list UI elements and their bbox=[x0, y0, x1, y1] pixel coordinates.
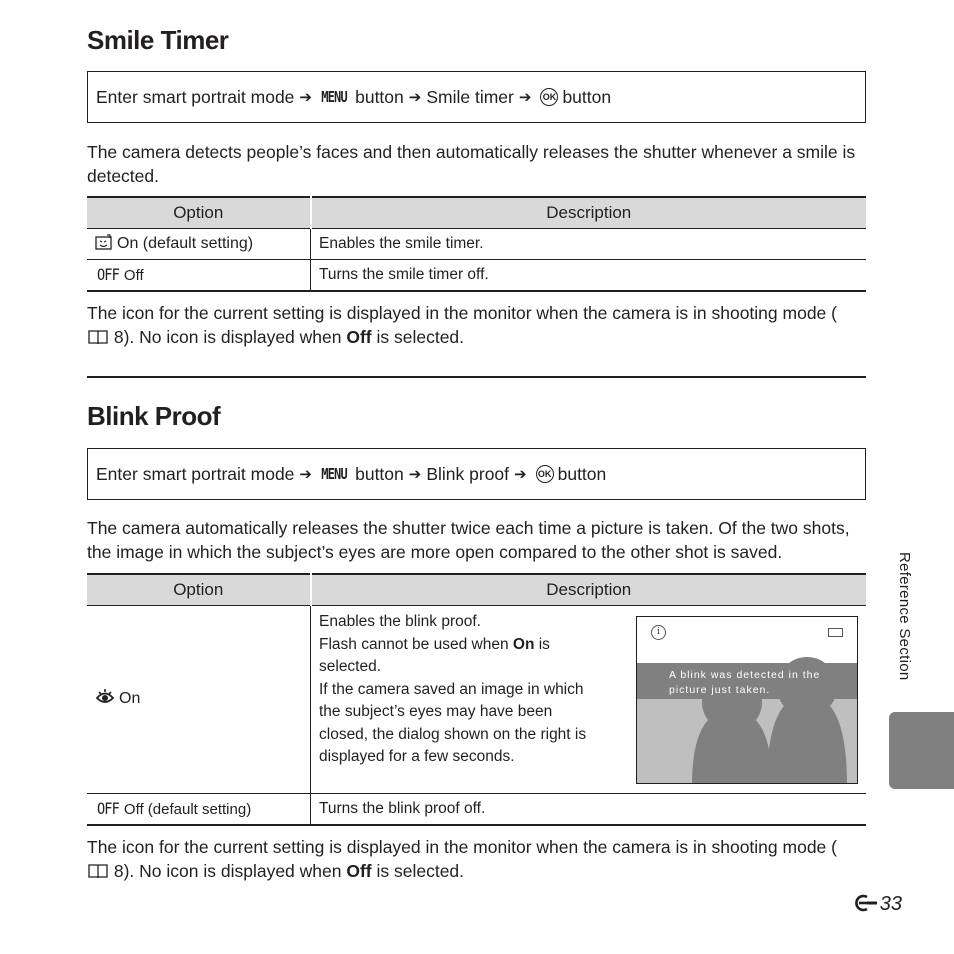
option-cell bbox=[87, 794, 311, 825]
info-icon: i bbox=[651, 625, 666, 640]
menu-path-item: Blink proof bbox=[426, 463, 510, 484]
menu-path-button-label: button bbox=[355, 463, 404, 484]
description-cell bbox=[311, 606, 867, 794]
blink-message: A blink was detected in the picture just taken. bbox=[669, 669, 821, 696]
intro-paragraph: The camera detects people’s faces and then automatically releases the shutter whenever a smile is detected. bbox=[87, 142, 856, 186]
blink-proof-icon bbox=[95, 688, 115, 711]
off-icon: OFF bbox=[96, 798, 119, 818]
people-silhouette bbox=[637, 617, 858, 784]
column-header-description: Description bbox=[311, 574, 867, 606]
arrow-right-icon: ➔ bbox=[299, 466, 312, 483]
arrow-right-icon: ➔ bbox=[514, 466, 527, 483]
table-row bbox=[87, 229, 866, 260]
menu-path-box bbox=[87, 71, 866, 123]
note-text: is selected. bbox=[371, 861, 465, 881]
description-cell: Enables the smile timer. bbox=[311, 229, 867, 260]
menu-path-item: Smile timer bbox=[426, 86, 514, 107]
menu-path-prefix: Enter smart portrait mode bbox=[96, 86, 295, 107]
icon-note-paragraph bbox=[87, 835, 857, 886]
desc-line: If the camera saved an image in which the subject’s eyes may have been closed, the dialog shown on the right is displayed for a few seconds. bbox=[319, 680, 587, 765]
page-number-value: 33 bbox=[879, 893, 902, 915]
option-cell bbox=[87, 260, 311, 291]
menu-path-button-label: button bbox=[562, 86, 612, 107]
smile-timer-icon bbox=[95, 234, 113, 255]
icon-note-paragraph bbox=[87, 301, 857, 352]
column-header-option: Option bbox=[87, 574, 311, 606]
note-bold: Off bbox=[346, 861, 372, 881]
menu-path-box bbox=[87, 448, 866, 500]
arrow-right-icon: ➔ bbox=[408, 89, 422, 106]
description-cell: Turns the smile timer off. bbox=[311, 260, 867, 291]
arrow-right-icon: ➔ bbox=[408, 466, 422, 483]
reference-section-icon bbox=[855, 894, 879, 918]
note-text: is selected. bbox=[371, 327, 465, 347]
options-table-blink-proof bbox=[87, 573, 866, 826]
column-header-option: Option bbox=[87, 197, 311, 229]
option-label: Off bbox=[123, 266, 144, 284]
table-row bbox=[87, 606, 866, 794]
note-text: 8). No icon is displayed when bbox=[109, 327, 347, 347]
book-icon bbox=[87, 328, 109, 352]
ok-button-icon: OK bbox=[536, 465, 554, 483]
menu-path-prefix: Enter smart portrait mode bbox=[96, 463, 295, 484]
intro-paragraph: The camera automatically releases the shutter twice each time a picture is taken. Of the two shots, the image in which the subject’s eyes are more open compared to the other shot is saved. bbox=[87, 518, 850, 562]
off-icon: OFF bbox=[96, 264, 119, 284]
option-label: Off (default setting) bbox=[123, 800, 252, 818]
desc-line: Enables the blink proof. bbox=[319, 613, 481, 630]
menu-path-button-label: button bbox=[557, 463, 607, 484]
side-section-label: Reference Section bbox=[896, 552, 913, 681]
options-table-smile-timer bbox=[87, 196, 866, 292]
column-header-description: Description bbox=[311, 197, 867, 229]
note-text: The icon for the current setting is displayed in the monitor when the camera is in shooting mode ( bbox=[87, 303, 837, 323]
desc-bold: On bbox=[512, 635, 535, 653]
section-title-blink-proof: Blink Proof bbox=[87, 401, 221, 431]
camera-monitor-illustration bbox=[636, 616, 858, 784]
menu-button-icon: MENU bbox=[321, 88, 347, 106]
option-cell bbox=[87, 229, 311, 260]
option-label: On bbox=[119, 690, 141, 707]
description-cell: Turns the blink proof off. bbox=[311, 794, 867, 825]
option-label: On (default setting) bbox=[117, 234, 254, 252]
page-number bbox=[855, 893, 902, 918]
book-icon bbox=[87, 862, 109, 886]
table-row bbox=[87, 260, 866, 291]
table-row bbox=[87, 794, 866, 825]
note-text: The icon for the current setting is displayed in the monitor when the camera is in shooting mode ( bbox=[87, 837, 837, 857]
menu-path-button-label: button bbox=[355, 86, 404, 107]
arrow-right-icon: ➔ bbox=[299, 89, 312, 106]
desc-line: Flash cannot be used when On is selected. bbox=[319, 635, 550, 675]
section-tab bbox=[889, 712, 954, 789]
menu-button-icon: MENU bbox=[321, 465, 347, 483]
ok-button-icon: OK bbox=[540, 88, 558, 106]
section-title-smile-timer: Smile Timer bbox=[87, 25, 229, 55]
note-bold: Off bbox=[346, 327, 372, 347]
table-header-row bbox=[87, 197, 866, 229]
option-cell bbox=[87, 606, 311, 794]
section-divider bbox=[87, 376, 866, 378]
table-header-row bbox=[87, 574, 866, 606]
arrow-right-icon: ➔ bbox=[518, 89, 532, 106]
note-text: 8). No icon is displayed when bbox=[109, 861, 347, 881]
